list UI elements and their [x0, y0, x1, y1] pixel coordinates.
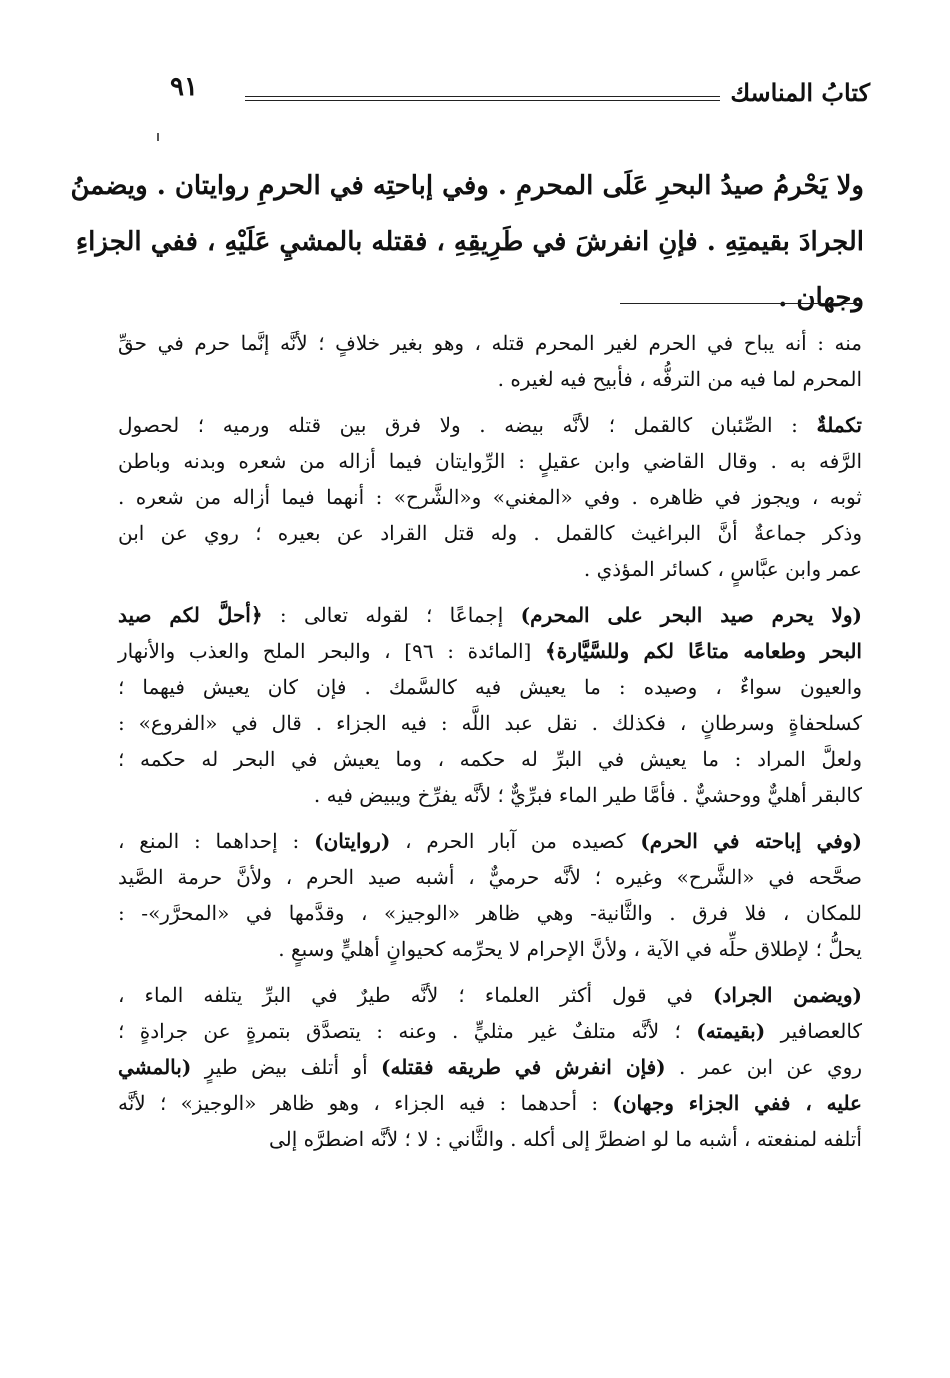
text-run: منه : أنه يباح في الحرم لغير المحرم قتله ، وهو بغير خلافٍ ؛ لأنَّه إنَّما حرم في حقِّ [118, 331, 862, 355]
commentary-line [118, 407, 862, 443]
text-run: للمكان ، فلا فرق . والثَّانية- وهي ظاهر «الوجيز» ، وقدَّمها في «المحرَّر»- : [118, 901, 862, 925]
matn-line: وجهان . [778, 283, 864, 313]
commentary-line [118, 551, 862, 587]
running-title: كتابُ المناسك [730, 78, 870, 107]
text-run: في قول أكثر العلماء ؛ لأنَّه طيرٌ في البرِّ يتلفه الماء ، [118, 983, 713, 1007]
commentary-line [118, 823, 862, 859]
commentary-line [118, 859, 862, 895]
commentary-line [118, 705, 862, 741]
text-run: كالبقر أهليٌّ ووحشيٌّ . فأمَّا طير الماء فبرِّيٌّ ؛ لأنَّه يفرِّخ ويبيض فيه . [313, 783, 862, 807]
commentary-line [118, 361, 862, 397]
commentary-line [118, 1049, 862, 1085]
text-run: : أحدهما : فيه الجزاء ، وهو ظاهر «الوجيز» ؛ لأنَّه [118, 1091, 613, 1115]
text-run: عمر وابن عبَّاسٍ ، كسائر المؤذي . [583, 557, 862, 581]
text-run: إجماعًا ؛ لقوله تعالى : [262, 603, 521, 627]
commentary-line [118, 931, 862, 967]
commentary-line [118, 633, 862, 669]
page-header [150, 72, 870, 118]
text-run: روي عن ابن عمر . [665, 1055, 862, 1079]
text-run: أتلفه لمنفعته ، أشبه ما لو اضطرَّ إلى أكله . والثَّاني : لا ؛ لأنَّه اضطرَّه إلى [268, 1127, 862, 1151]
commentary-line [118, 895, 862, 931]
matn-line: ولا يَحْرمُ صيدُ البحرِ عَلَى المحرمِ . وفي إباحتِه في الحرمِ روايتان . ويضمنُ [70, 171, 864, 201]
bold-run: (فإن انفرش في طريقه فقتله) [381, 1055, 666, 1079]
bold-run: البحر وطعامه متاعًا لكم وللسَّيَّارة﴾ [544, 639, 862, 663]
commentary-text [118, 325, 862, 1167]
commentary-line [118, 443, 862, 479]
commentary-paragraph [118, 325, 862, 397]
header-double-rule [245, 96, 720, 97]
commentary-line [118, 597, 862, 633]
bold-run: (بالمشي [118, 1055, 192, 1079]
text-run: ثوبه ، ويجوز في ظاهره . وفي «المغني» و«الشَّرح» : أنهما فيما أزاله من شعره . [118, 485, 862, 509]
text-run: ولعلَّ المراد : ما يعيش في البرِّ له حكمه ، وما يعيش في البحر له حكمه ؛ [118, 747, 862, 771]
text-run: كالعصافير [765, 1019, 862, 1043]
text-run: يحلُّ ؛ لإطلاق حلِّه في الآية ، ولأنَّ الإحرام لا يحرِّمه كحيوانٍ أهليٍّ وسبعٍ . [278, 937, 862, 961]
text-run: المحرم لما فيه من الترفُّه ، فأبيح فيه لغيره . [497, 367, 862, 391]
commentary-line [118, 1085, 862, 1121]
commentary-paragraph [118, 977, 862, 1157]
text-run: [المائدة : ٩٦] ، والبحر الملح والعذب والأنهار [118, 639, 545, 663]
bold-run: (ويضمن الجراد) [712, 983, 862, 1007]
bold-run: (بقيمته) [696, 1019, 766, 1043]
commentary-paragraph [118, 597, 862, 813]
commentary-line [118, 479, 862, 515]
commentary-line [118, 977, 862, 1013]
commentary-line [118, 777, 862, 813]
commentary-paragraph [118, 407, 862, 587]
commentary-line [118, 741, 862, 777]
text-run: كسلحفاةٍ وسرطانٍ ، فكذلك . نقل عبد اللَّه : فيه الجزاء . قال في «الفروع» : [118, 711, 862, 735]
bold-run: (ولا يحرم صيد البحر على المحرم) [520, 603, 862, 627]
bold-run: ﴿أحلَّ لكم صيد [118, 603, 263, 627]
text-run: ؛ لأنَّه متلفٌ غير مثليٍّ . وعنه : يتصدَّق بتمرةٍ عن جرادةٍ ؛ [118, 1019, 697, 1043]
page-number: ٩١ [170, 72, 198, 102]
commentary-line [118, 515, 862, 551]
text-run: والعيون سواءٌ ، وصيده : ما يعيش فيه كالسَّمك . فإن كان يعيش فيهما ؛ [118, 675, 862, 699]
text-run: : إحداهما : المنع ، [118, 829, 315, 853]
commentary-line [118, 1013, 862, 1049]
commentary-line [118, 669, 862, 705]
text-run: وذكر جماعةٌ أنَّ البراغيث كالقمل . وله قتل القراد عن بعيره ؛ روي عن ابن [118, 521, 862, 545]
commentary-line [118, 1121, 862, 1157]
text-run: الرَّفه به . وقال القاضي وابن عقيلٍ : الرِّوايتان فيما أزاله من شعره وبدنه وباطن [118, 449, 862, 473]
margin-tick-mark [157, 133, 159, 141]
text-run: صحَّحه في «الشَّرح» وغيره ؛ لأنَّه حرميٌّ ، أشبه صيد الحرم ، ولأنَّ حرمة الصَّيد [118, 865, 862, 889]
text-run: : الصِّئبان كالقمل ؛ لأنَّه بيضه . ولا فرق بين قتله ورميه ؛ لحصول [118, 413, 817, 437]
matn-sharh-divider [620, 303, 858, 304]
text-run: أو أتلف بيض طيرٍ [191, 1055, 382, 1079]
bold-run: عليه ، ففي الجزاء وجهان) [612, 1091, 862, 1115]
matn-line: الجرادَ بقيمتِهِ . فإنِ انفرشَ في طَرِيقِهِ ، فقتله بالمشيِ عَلَيْهِ ، ففي الجزاءِ [75, 227, 864, 257]
commentary-line [118, 325, 862, 361]
commentary-paragraph [118, 823, 862, 967]
bold-run: (وفي إباحته في الحرم) [640, 829, 862, 853]
matn-text [70, 158, 864, 326]
bold-run: (روايتان) [314, 829, 391, 853]
text-run: كصيده من آبار الحرم ، [390, 829, 641, 853]
bold-run: تكملةٌ [816, 413, 862, 437]
